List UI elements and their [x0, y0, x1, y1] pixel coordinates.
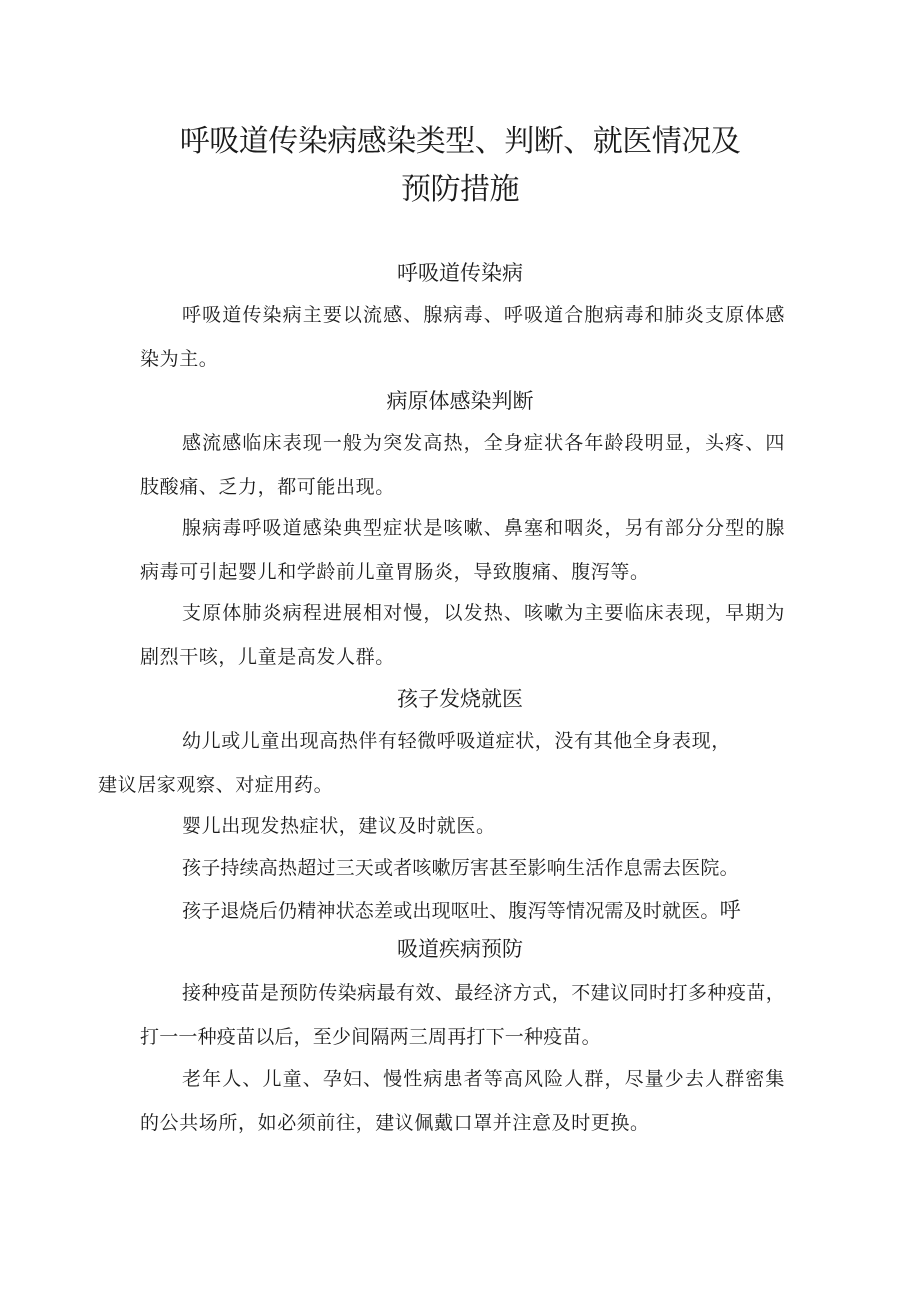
section-heading-prevention: 吸道疾病预防 — [397, 937, 523, 961]
paragraph-infection-types: 呼吸道传染病主要以流感、腺病毒、呼吸道合胞病毒和肺炎支原体感染为主。 — [140, 304, 785, 370]
child-fever-line-2: 建议居家观察、对症用药。 — [98, 774, 334, 796]
child-fever-line-1: 幼儿或儿童出现高热伴有轻微呼吸道症状，没有其他全身表现， — [182, 730, 731, 752]
paragraph-high-risk-groups: 老年人、儿童、孕妇、慢性病患者等高风险人群，尽量少去人群密集的公共场所，如必须前往，建议佩戴口罩并注意及时更换。 — [140, 1068, 785, 1134]
title-line-1: 呼吸道传染病感染类型、判断、就医情况及 — [179, 124, 741, 159]
section-heading-respiratory-infections: 呼吸道传染病 — [397, 261, 523, 285]
page-title — [120, 118, 800, 214]
paragraph-vaccination: 接种疫苗是预防传染病最有效、最经济方式，不建议同时打多种疫苗，打一一种疫苗以后，至少间隔两三周再打下一种疫苗。 — [140, 982, 785, 1048]
paragraph-infant-fever: 婴儿出现发热症状，建议及时就医。 — [182, 815, 496, 837]
section-heading-pathogen-judgment: 病原体感染判断 — [386, 389, 534, 413]
paragraph-after-fever — [140, 888, 785, 933]
paragraph-mycoplasma: 支原体肺炎病程进展相对慢，以发热、咳嗽为主要临床表现，早期为剧烈干咳，儿童是高发人群。 — [140, 602, 785, 668]
paragraph-child-fever-home — [98, 719, 785, 807]
after-fever-text: 孩子退烧后仍精神状态差或出现呕吐、腹泻等情况需及时就医。 — [182, 900, 720, 922]
paragraph-adenovirus: 腺病毒呼吸道感染典型症状是咳嗽、鼻塞和咽炎，另有部分分型的腺病毒可引起婴儿和学龄前儿童胃肠炎，导致腹痛、腹泻等。 — [140, 517, 785, 583]
paragraph-persistent-fever: 孩子持续高热超过三天或者咳嗽厉害甚至影响生活作息需去医院。 — [182, 857, 739, 879]
title-line-2: 预防措施 — [401, 172, 519, 207]
paragraph-influenza: 感流感临床表现一般为突发高热，全身症状各年龄段明显，头疼、四肢酸痛、乏力，都可能出现。 — [140, 432, 785, 498]
section-heading-child-fever: 孩子发烧就医 — [397, 687, 523, 711]
after-fever-tail: 呼 — [719, 898, 741, 922]
